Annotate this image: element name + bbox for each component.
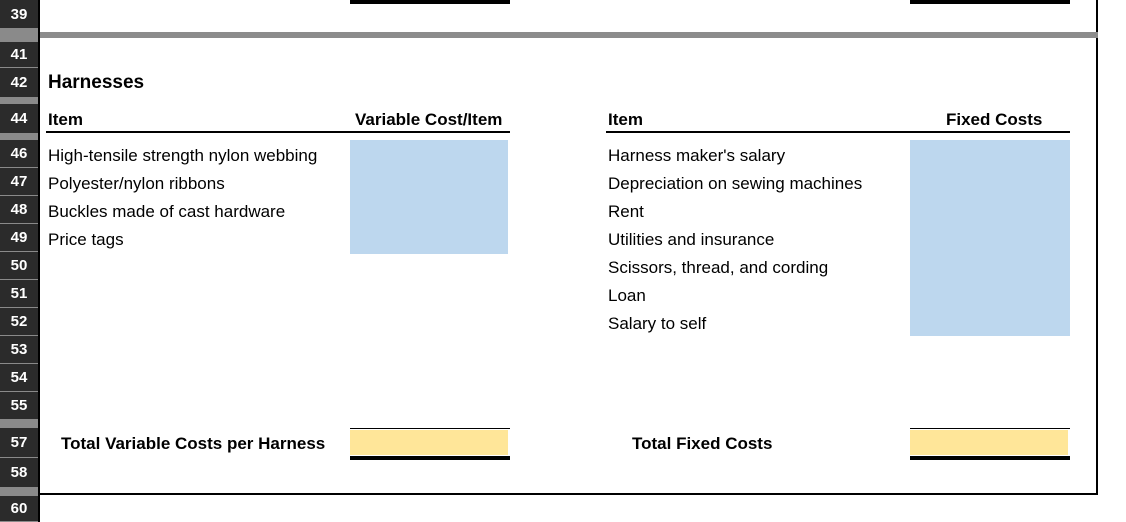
row-header-55[interactable]: 55: [0, 392, 38, 420]
fixed-header-item: Item: [608, 110, 643, 129]
total-fixed-bottom-border: [910, 456, 1070, 460]
row-header-60[interactable]: 60: [0, 496, 38, 522]
fixed-item: Scissors, thread, and cording: [608, 258, 829, 277]
variable-header-cost: Variable Cost/Item: [355, 110, 503, 129]
right-frame-border: [1096, 0, 1098, 494]
top-border-fixed: [910, 0, 1070, 4]
fixed-item: Rent: [608, 202, 644, 221]
variable-item: Buckles made of cast hardware: [48, 202, 286, 221]
total-fixed-top-border: [910, 428, 1070, 429]
total-variable-label: Total Variable Costs per Harness: [61, 434, 326, 453]
fixed-header-cost: Fixed Costs: [946, 110, 1043, 129]
row-header-39[interactable]: 39: [0, 0, 38, 29]
row-header-gap: [0, 420, 38, 428]
row-header-57[interactable]: 57: [0, 428, 38, 458]
row-header-53[interactable]: 53: [0, 336, 38, 364]
row-header-48[interactable]: 48: [0, 196, 38, 224]
row-header-47[interactable]: 47: [0, 168, 38, 196]
variable-header-underline: [46, 131, 510, 133]
section-title: Harnesses: [48, 72, 145, 93]
total-fixed-label: Total Fixed Costs: [632, 434, 773, 453]
total-variable-top-border: [350, 428, 510, 429]
fixed-item: Salary to self: [608, 314, 707, 333]
variable-item: Price tags: [48, 230, 124, 249]
row-header-gap: [0, 488, 38, 496]
row-header-54[interactable]: 54: [0, 364, 38, 392]
top-border-variable: [350, 0, 510, 4]
fixed-item: Harness maker's salary: [608, 146, 786, 165]
section-separator: [40, 32, 1098, 38]
row-header-column: [0, 0, 40, 522]
variable-item: High-tensile strength nylon webbing: [48, 146, 318, 165]
fixed-item: Utilities and insurance: [608, 230, 775, 249]
fixed-item: Depreciation on sewing machines: [608, 174, 863, 193]
fixed-cost-input-cells[interactable]: [910, 140, 1070, 336]
total-fixed-cell[interactable]: [910, 430, 1068, 455]
row-header-50[interactable]: 50: [0, 252, 38, 280]
fixed-item: Loan: [608, 286, 646, 305]
row-header-41[interactable]: 41: [0, 42, 38, 68]
fixed-header-underline: [606, 131, 1070, 133]
total-variable-bottom-border: [350, 456, 510, 460]
row-header-46[interactable]: 46: [0, 140, 38, 168]
row-header-42[interactable]: 42: [0, 68, 38, 98]
row-header-52[interactable]: 52: [0, 308, 38, 336]
row-header-49[interactable]: 49: [0, 224, 38, 252]
row-header-58[interactable]: 58: [0, 458, 38, 488]
variable-item: Polyester/nylon ribbons: [48, 174, 225, 193]
bottom-frame-border: [40, 493, 1098, 495]
row-header-44[interactable]: 44: [0, 104, 38, 134]
variable-header-item: Item: [48, 110, 83, 129]
row-header-51[interactable]: 51: [0, 280, 38, 308]
total-variable-cell[interactable]: [350, 430, 508, 455]
row-header-gap: [0, 29, 38, 42]
variable-cost-input-cells[interactable]: [350, 140, 508, 254]
